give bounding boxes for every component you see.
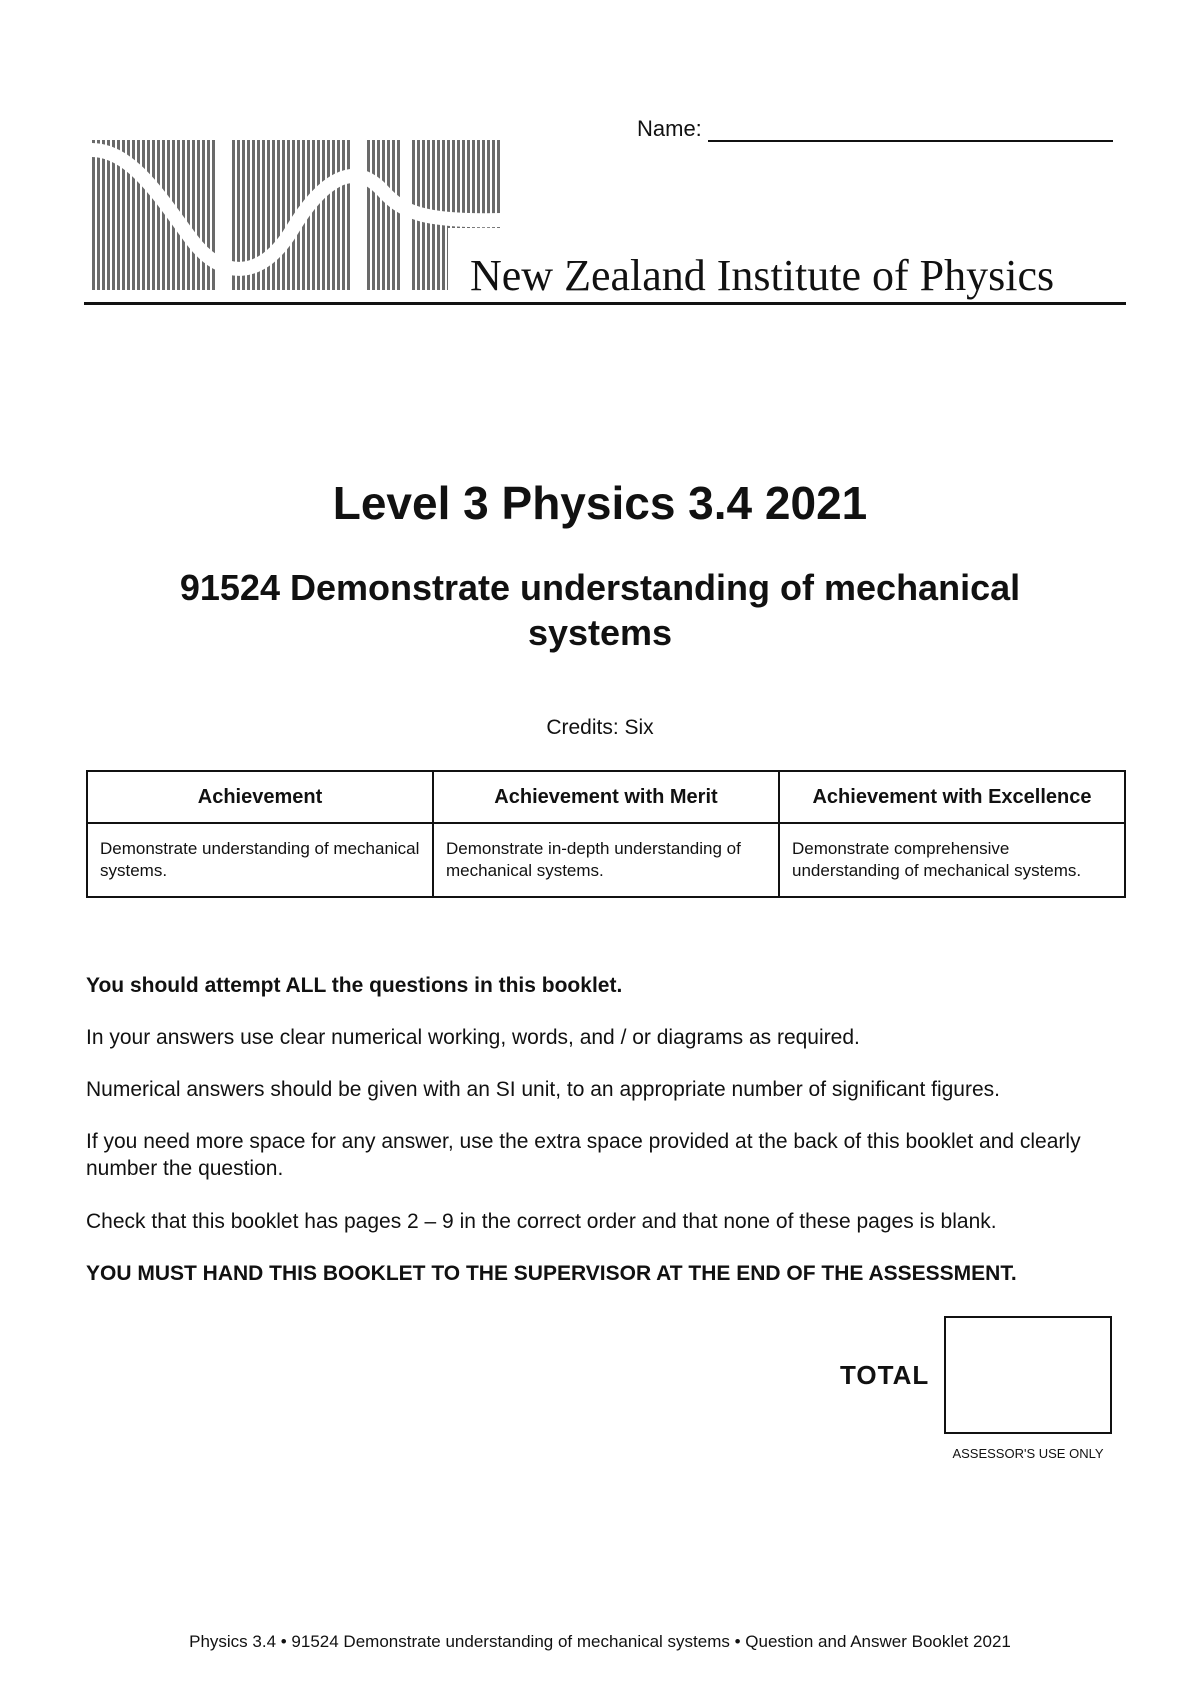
name-underline[interactable] [708, 118, 1113, 142]
table-header-cell: Achievement with Merit [433, 771, 779, 823]
nzip-logo-icon [92, 140, 512, 295]
table-header-cell: Achievement with Excellence [779, 771, 1125, 823]
institute-name: New Zealand Institute of Physics [470, 251, 1055, 300]
total-score-box[interactable] [944, 1316, 1112, 1434]
instruction-text: You should attempt ALL the questions in this booklet. [86, 974, 623, 997]
assessor-note: ASSESSOR'S USE ONLY [952, 1446, 1104, 1461]
header-divider [84, 302, 1126, 305]
instruction-text: Check that this booklet has pages 2 – 9 in the correct order and that none of these pages is blank. [86, 1210, 997, 1233]
instruction-text: YOU MUST HAND THIS BOOKLET TO THE SUPERVISOR AT THE END OF THE ASSESSMENT. [86, 1262, 1017, 1285]
table-header-row [87, 771, 1125, 823]
table-header-cell: Achievement [87, 771, 433, 823]
table-cell: Demonstrate in-depth understanding of mechanical systems. [433, 823, 779, 897]
table-cell: Demonstrate comprehensive understanding of mechanical systems. [779, 823, 1125, 897]
name-label: Name: [637, 116, 702, 141]
achievement-table [86, 770, 1126, 898]
instruction-text: Numerical answers should be given with an SI unit, to an appropriate number of significant figures. [86, 1078, 1000, 1101]
table-cell: Demonstrate understanding of mechanical systems. [87, 823, 433, 897]
page-title: Level 3 Physics 3.4 2021 [332, 477, 868, 529]
standard-title: 91524 Demonstrate understanding of mechanical systems [179, 567, 1021, 653]
total-label: TOTAL [840, 1360, 930, 1390]
credits-text: Credits: Six [546, 716, 654, 739]
instruction-text: If you need more space for any answer, use the extra space provided at the back of this booklet and clearly number the question. [86, 1130, 1081, 1180]
name-field[interactable] [637, 116, 1113, 142]
table-row [87, 823, 1125, 897]
page-footer: Physics 3.4 • 91524 Demonstrate understanding of mechanical systems • Question and Answer Booklet 2021 [189, 1632, 1011, 1651]
instruction-text: In your answers use clear numerical working, words, and / or diagrams as required. [86, 1026, 860, 1049]
